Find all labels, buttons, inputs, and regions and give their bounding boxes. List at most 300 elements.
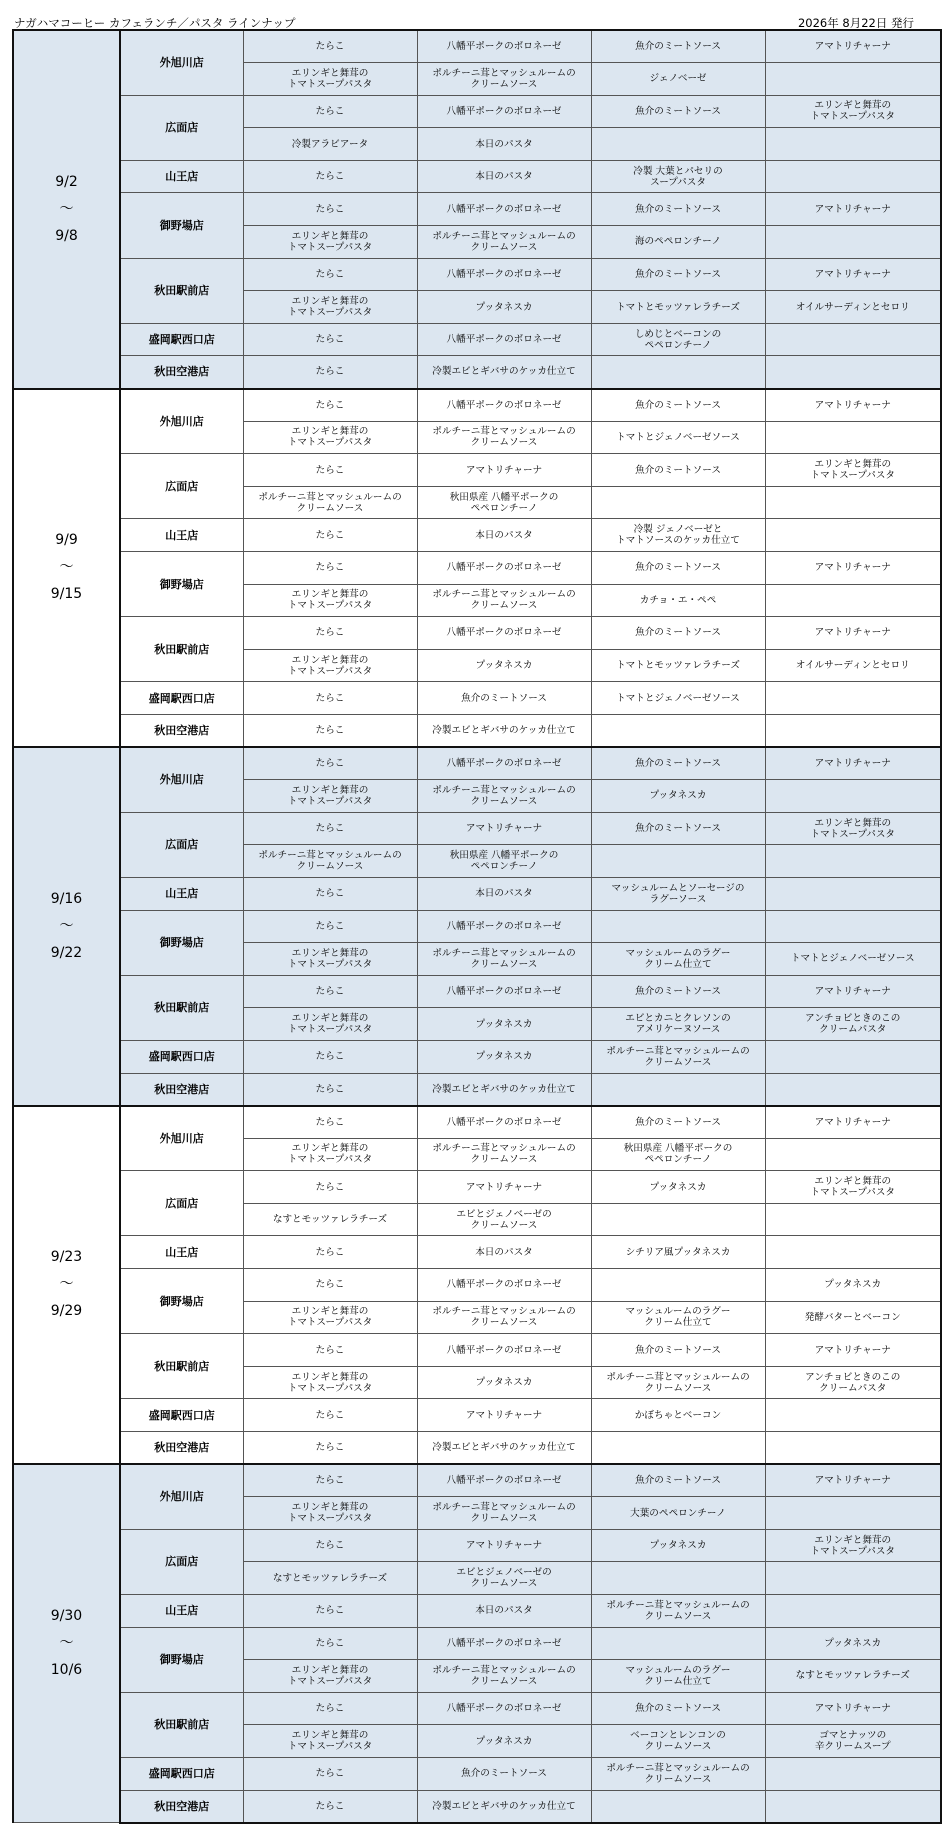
table-row — [13, 95, 941, 128]
menu-item-cell — [591, 356, 765, 389]
table-row — [13, 1757, 941, 1790]
menu-item-cell: アマトリチャーナ — [765, 1692, 941, 1725]
menu-item-cell: たらこ — [243, 519, 417, 552]
menu-item-cell — [591, 845, 765, 878]
menu-item-cell: 八幡平ポークのボロネーゼ — [417, 1106, 591, 1139]
menu-item-cell: ポルチーニ茸とマッシュルームの クリームソース — [591, 1040, 765, 1073]
menu-item-cell: ベーコンとレンコンの クリームソース — [591, 1725, 765, 1758]
store-name-cell: 秋田空港店 — [120, 356, 243, 389]
menu-item-cell: エビとジェノベーゼの クリームソース — [417, 1203, 591, 1236]
table-row — [13, 1106, 941, 1139]
menu-item-cell: エリンギと舞茸の トマトスープパスタ — [765, 1171, 941, 1204]
menu-item-cell: 本日のパスタ — [417, 1595, 591, 1628]
table-row — [13, 193, 941, 226]
menu-item-cell: なすとモッツァレラチーズ — [243, 1203, 417, 1236]
menu-item-cell: エリンギと舞茸の トマトスープパスタ — [243, 226, 417, 259]
menu-item-cell: アンチョビときのこの クリームパスタ — [765, 1366, 941, 1399]
table-row — [13, 552, 941, 585]
table-row — [13, 617, 941, 650]
menu-item-cell — [765, 714, 941, 747]
table-row — [13, 682, 941, 715]
menu-item-cell — [765, 1595, 941, 1628]
menu-item-cell: たらこ — [243, 356, 417, 389]
table-row — [13, 1627, 941, 1660]
week-range-cell: 9/2 ～ 9/8 — [13, 30, 120, 389]
menu-item-cell — [591, 1432, 765, 1465]
menu-item-cell: 海のペペロンチーノ — [591, 226, 765, 259]
menu-item-cell: 本日のパスタ — [417, 877, 591, 910]
menu-item-cell: 八幡平ポークのボロネーゼ — [417, 1627, 591, 1660]
store-name-cell: 外旭川店 — [120, 1106, 243, 1171]
menu-item-cell: 八幡平ポークのボロネーゼ — [417, 617, 591, 650]
menu-item-cell: たらこ — [243, 1334, 417, 1367]
table-row — [13, 1073, 941, 1106]
menu-item-cell: たらこ — [243, 1464, 417, 1497]
menu-item-cell: プッタネスカ — [765, 1627, 941, 1660]
menu-item-cell: アマトリチャーナ — [765, 617, 941, 650]
store-name-cell: 御野場店 — [120, 1627, 243, 1692]
store-name-cell: 山王店 — [120, 519, 243, 552]
table-row — [13, 160, 941, 193]
menu-item-cell: 冷製エビとギバサのケッカ仕立て — [417, 1073, 591, 1106]
store-name-cell: 外旭川店 — [120, 30, 243, 95]
menu-item-cell: たらこ — [243, 454, 417, 487]
menu-item-cell: エリンギと舞茸の トマトスープパスタ — [243, 584, 417, 617]
menu-item-cell: アマトリチャーナ — [765, 30, 941, 63]
table-row — [13, 714, 941, 747]
store-name-cell: 秋田駅前店 — [120, 617, 243, 682]
menu-item-cell: トマトとモッツァレラチーズ — [591, 291, 765, 324]
store-name-cell: 秋田駅前店 — [120, 258, 243, 323]
menu-item-cell: ポルチーニ茸とマッシュルームの クリームソース — [243, 845, 417, 878]
menu-item-cell: たらこ — [243, 877, 417, 910]
menu-item-cell: マッシュルームとソーセージの ラグーソース — [591, 877, 765, 910]
menu-item-cell: エビとカニとクレソンの アメリケーヌソース — [591, 1008, 765, 1041]
menu-item-cell: カチョ・エ・ペペ — [591, 584, 765, 617]
menu-item-cell: エリンギと舞茸の トマトスープパスタ — [243, 291, 417, 324]
menu-item-cell: プッタネスカ — [417, 291, 591, 324]
menu-item-cell — [591, 1073, 765, 1106]
menu-item-cell: たらこ — [243, 812, 417, 845]
menu-item-cell: ポルチーニ茸とマッシュルームの クリームソース — [591, 1595, 765, 1628]
store-name-cell: 秋田空港店 — [120, 1790, 243, 1823]
menu-item-cell: 八幡平ポークのボロネーゼ — [417, 389, 591, 422]
menu-item-cell: たらこ — [243, 1595, 417, 1628]
table-row — [13, 454, 941, 487]
store-name-cell: 秋田空港店 — [120, 714, 243, 747]
menu-item-cell: 冷製 ジェノベーゼと トマトソースのケッカ仕立て — [591, 519, 765, 552]
table-row — [13, 1334, 941, 1367]
table-row — [13, 1595, 941, 1628]
menu-item-cell: ポルチーニ茸とマッシュルームの クリームソース — [417, 1138, 591, 1171]
menu-item-cell: プッタネスカ — [417, 1040, 591, 1073]
store-name-cell: 盛岡駅西口店 — [120, 1040, 243, 1073]
pasta-lineup-body — [13, 30, 941, 1823]
menu-item-cell: アマトリチャーナ — [765, 1106, 941, 1139]
menu-item-cell — [765, 1399, 941, 1432]
menu-item-cell — [591, 486, 765, 519]
menu-item-cell: 魚介のミートソース — [591, 193, 765, 226]
menu-item-cell: エリンギと舞茸の トマトスープパスタ — [243, 1497, 417, 1530]
menu-item-cell: 魚介のミートソース — [591, 1692, 765, 1725]
menu-item-cell — [765, 584, 941, 617]
table-row — [13, 1040, 941, 1073]
menu-item-cell: 冷製エビとギバサのケッカ仕立て — [417, 356, 591, 389]
menu-item-cell: 秋田県産 八幡平ポークの ペペロンチーノ — [417, 845, 591, 878]
store-name-cell: 外旭川店 — [120, 1464, 243, 1529]
menu-item-cell: プッタネスカ — [591, 1529, 765, 1562]
menu-item-cell: プッタネスカ — [417, 1725, 591, 1758]
menu-item-cell: ポルチーニ茸とマッシュルームの クリームソース — [417, 943, 591, 976]
menu-item-cell: 魚介のミートソース — [417, 682, 591, 715]
menu-item-cell — [765, 845, 941, 878]
menu-item-cell: ポルチーニ茸とマッシュルームの クリームソース — [417, 63, 591, 96]
menu-item-cell: エリンギと舞茸の トマトスープパスタ — [243, 1725, 417, 1758]
menu-item-cell: 秋田県産 八幡平ポークの ペペロンチーノ — [591, 1138, 765, 1171]
menu-item-cell — [765, 356, 941, 389]
menu-item-cell: たらこ — [243, 1692, 417, 1725]
menu-item-cell: エリンギと舞茸の トマトスープパスタ — [765, 812, 941, 845]
menu-item-cell: たらこ — [243, 1236, 417, 1269]
menu-item-cell: プッタネスカ — [765, 1269, 941, 1302]
menu-item-cell: プッタネスカ — [417, 1366, 591, 1399]
menu-item-cell: エリンギと舞茸の トマトスープパスタ — [765, 454, 941, 487]
table-row — [13, 910, 941, 943]
menu-item-cell: アマトリチャーナ — [765, 1464, 941, 1497]
menu-item-cell: アマトリチャーナ — [765, 193, 941, 226]
menu-item-cell: たらこ — [243, 1790, 417, 1823]
menu-item-cell: 八幡平ポークのボロネーゼ — [417, 30, 591, 63]
menu-item-cell: 八幡平ポークのボロネーゼ — [417, 1464, 591, 1497]
menu-item-cell: アマトリチャーナ — [417, 1171, 591, 1204]
menu-item-cell: ポルチーニ茸とマッシュルームの クリームソース — [417, 421, 591, 454]
menu-item-cell: ポルチーニ茸とマッシュルームの クリームソース — [591, 1757, 765, 1790]
menu-item-cell: たらこ — [243, 258, 417, 291]
menu-item-cell: たらこ — [243, 1171, 417, 1204]
menu-item-cell — [765, 128, 941, 161]
menu-item-cell: エリンギと舞茸の トマトスープパスタ — [243, 1660, 417, 1693]
menu-item-cell: ポルチーニ茸とマッシュルームの クリームソース — [417, 226, 591, 259]
menu-item-cell: 八幡平ポークのボロネーゼ — [417, 323, 591, 356]
menu-item-cell: たらこ — [243, 1627, 417, 1660]
week-range-cell: 9/23 ～ 9/29 — [13, 1106, 120, 1465]
menu-item-cell: しめじとベーコンの ペペロンチーノ — [591, 323, 765, 356]
menu-item-cell — [765, 1073, 941, 1106]
table-row — [13, 258, 941, 291]
menu-item-cell: エリンギと舞茸の トマトスープパスタ — [243, 63, 417, 96]
menu-item-cell: エビとジェノベーゼの クリームソース — [417, 1562, 591, 1595]
menu-item-cell — [591, 910, 765, 943]
menu-item-cell: 本日のパスタ — [417, 128, 591, 161]
menu-item-cell — [591, 128, 765, 161]
store-name-cell: 広面店 — [120, 95, 243, 160]
store-name-cell: 山王店 — [120, 1236, 243, 1269]
menu-item-cell: たらこ — [243, 552, 417, 585]
menu-item-cell: マッシュルームのラグー クリーム仕立て — [591, 943, 765, 976]
week-range-cell: 9/30 ～ 10/6 — [13, 1464, 120, 1823]
menu-item-cell: マッシュルームのラグー クリーム仕立て — [591, 1660, 765, 1693]
menu-item-cell: たらこ — [243, 30, 417, 63]
table-row — [13, 519, 941, 552]
menu-item-cell: エリンギと舞茸の トマトスープパスタ — [765, 95, 941, 128]
menu-item-cell: シチリア風プッタネスカ — [591, 1236, 765, 1269]
menu-item-cell: 魚介のミートソース — [591, 812, 765, 845]
menu-item-cell — [765, 1497, 941, 1530]
menu-item-cell: ポルチーニ茸とマッシュルームの クリームソース — [417, 584, 591, 617]
menu-item-cell — [765, 486, 941, 519]
menu-item-cell: アマトリチャーナ — [417, 1399, 591, 1432]
menu-item-cell — [765, 226, 941, 259]
menu-item-cell: たらこ — [243, 389, 417, 422]
store-name-cell: 広面店 — [120, 454, 243, 519]
table-row — [13, 1529, 941, 1562]
menu-item-cell: 八幡平ポークのボロネーゼ — [417, 95, 591, 128]
store-name-cell: 秋田駅前店 — [120, 975, 243, 1040]
menu-item-cell: オイルサーディンとセロリ — [765, 649, 941, 682]
menu-item-cell: ポルチーニ茸とマッシュルームの クリームソース — [417, 1660, 591, 1693]
menu-item-cell: ポルチーニ茸とマッシュルームの クリームソース — [417, 780, 591, 813]
table-row — [13, 1464, 941, 1497]
menu-item-cell: たらこ — [243, 193, 417, 226]
table-row — [13, 1692, 941, 1725]
menu-item-cell: プッタネスカ — [591, 780, 765, 813]
store-name-cell: 盛岡駅西口店 — [120, 1757, 243, 1790]
week-range-cell: 9/16 ～ 9/22 — [13, 747, 120, 1106]
menu-item-cell: 魚介のミートソース — [591, 1334, 765, 1367]
store-name-cell: 山王店 — [120, 1595, 243, 1628]
store-name-cell: 秋田駅前店 — [120, 1334, 243, 1399]
store-name-cell: 秋田空港店 — [120, 1432, 243, 1465]
menu-item-cell: アマトリチャーナ — [765, 258, 941, 291]
table-row — [13, 323, 941, 356]
menu-item-cell: エリンギと舞茸の トマトスープパスタ — [243, 1138, 417, 1171]
menu-item-cell: かぼちゃとベーコン — [591, 1399, 765, 1432]
store-name-cell: 盛岡駅西口店 — [120, 1399, 243, 1432]
menu-item-cell: 秋田県産 八幡平ポークの ペペロンチーノ — [417, 486, 591, 519]
document-title: ナガハマコーヒー カフェランチ／パスタ ラインナップ — [14, 16, 296, 30]
menu-item-cell — [765, 421, 941, 454]
menu-item-cell: 魚介のミートソース — [591, 1464, 765, 1497]
menu-item-cell: エリンギと舞茸の トマトスープパスタ — [243, 421, 417, 454]
table-row — [13, 1236, 941, 1269]
table-row — [13, 877, 941, 910]
store-name-cell: 広面店 — [120, 1171, 243, 1236]
menu-item-cell: エリンギと舞茸の トマトスープパスタ — [243, 1008, 417, 1041]
issue-date: 2026年 8月22日 発行 — [797, 16, 914, 30]
menu-item-cell: アマトリチャーナ — [417, 454, 591, 487]
store-name-cell: 山王店 — [120, 160, 243, 193]
menu-item-cell: たらこ — [243, 1432, 417, 1465]
menu-item-cell: 魚介のミートソース — [591, 454, 765, 487]
menu-item-cell: たらこ — [243, 1073, 417, 1106]
menu-item-cell: エリンギと舞茸の トマトスープパスタ — [243, 1301, 417, 1334]
menu-item-cell: 魚介のミートソース — [591, 258, 765, 291]
menu-item-cell: 本日のパスタ — [417, 160, 591, 193]
menu-item-cell: 冷製 大葉とパセリの スープパスタ — [591, 160, 765, 193]
menu-item-cell: ポルチーニ茸とマッシュルームの クリームソース — [243, 486, 417, 519]
menu-item-cell: エリンギと舞茸の トマトスープパスタ — [765, 1529, 941, 1562]
menu-item-cell: 魚介のミートソース — [591, 617, 765, 650]
menu-item-cell: たらこ — [243, 617, 417, 650]
menu-item-cell — [591, 1627, 765, 1660]
table-row — [13, 812, 941, 845]
menu-item-cell: マッシュルームのラグー クリーム仕立て — [591, 1301, 765, 1334]
menu-item-cell: 本日のパスタ — [417, 1236, 591, 1269]
menu-item-cell: 魚介のミートソース — [591, 389, 765, 422]
menu-item-cell: たらこ — [243, 1269, 417, 1302]
menu-item-cell: アンチョビときのこの クリームパスタ — [765, 1008, 941, 1041]
menu-item-cell: トマトとジェノベーゼソース — [591, 421, 765, 454]
store-name-cell: 広面店 — [120, 812, 243, 877]
menu-item-cell — [591, 1562, 765, 1595]
menu-item-cell: 八幡平ポークのボロネーゼ — [417, 552, 591, 585]
menu-item-cell: 魚介のミートソース — [591, 975, 765, 1008]
menu-item-cell: 八幡平ポークのボロネーゼ — [417, 975, 591, 1008]
menu-item-cell: 発酵バターとベーコン — [765, 1301, 941, 1334]
store-name-cell: 広面店 — [120, 1529, 243, 1594]
menu-item-cell: オイルサーディンとセロリ — [765, 291, 941, 324]
menu-item-cell: エリンギと舞茸の トマトスープパスタ — [243, 780, 417, 813]
menu-item-cell: エリンギと舞茸の トマトスープパスタ — [243, 943, 417, 976]
store-name-cell: 盛岡駅西口店 — [120, 682, 243, 715]
menu-item-cell: エリンギと舞茸の トマトスープパスタ — [243, 1366, 417, 1399]
menu-item-cell: たらこ — [243, 975, 417, 1008]
menu-item-cell: ゴマとナッツの 辛クリームスープ — [765, 1725, 941, 1758]
menu-item-cell: ポルチーニ茸とマッシュルームの クリームソース — [591, 1366, 765, 1399]
menu-item-cell: エリンギと舞茸の トマトスープパスタ — [243, 649, 417, 682]
menu-item-cell — [765, 1562, 941, 1595]
store-name-cell: 外旭川店 — [120, 389, 243, 454]
menu-item-cell: プッタネスカ — [417, 649, 591, 682]
store-name-cell: 盛岡駅西口店 — [120, 323, 243, 356]
store-name-cell: 御野場店 — [120, 552, 243, 617]
menu-item-cell: 本日のパスタ — [417, 519, 591, 552]
menu-item-cell: たらこ — [243, 1106, 417, 1139]
menu-item-cell — [591, 1269, 765, 1302]
menu-item-cell: トマトとジェノベーゼソース — [765, 943, 941, 976]
menu-item-cell: 魚介のミートソース — [591, 30, 765, 63]
menu-item-cell: たらこ — [243, 1040, 417, 1073]
menu-item-cell: 八幡平ポークのボロネーゼ — [417, 1692, 591, 1725]
menu-item-cell: 八幡平ポークのボロネーゼ — [417, 747, 591, 780]
menu-item-cell — [765, 160, 941, 193]
table-row — [13, 389, 941, 422]
menu-item-cell: 八幡平ポークのボロネーゼ — [417, 258, 591, 291]
table-row — [13, 1399, 941, 1432]
menu-item-cell — [765, 780, 941, 813]
menu-item-cell: たらこ — [243, 323, 417, 356]
menu-item-cell: 冷製エビとギバサのケッカ仕立て — [417, 714, 591, 747]
store-name-cell: 山王店 — [120, 877, 243, 910]
menu-item-cell: たらこ — [243, 682, 417, 715]
table-row — [13, 30, 941, 63]
menu-item-cell — [765, 910, 941, 943]
menu-item-cell: アマトリチャーナ — [765, 975, 941, 1008]
menu-item-cell: たらこ — [243, 1529, 417, 1562]
menu-item-cell — [765, 1203, 941, 1236]
menu-item-cell: アマトリチャーナ — [765, 1334, 941, 1367]
store-name-cell: 外旭川店 — [120, 747, 243, 812]
menu-item-cell: 魚介のミートソース — [591, 95, 765, 128]
document-header — [0, 0, 950, 29]
menu-item-cell: 八幡平ポークのボロネーゼ — [417, 193, 591, 226]
menu-item-cell — [591, 714, 765, 747]
menu-item-cell: プッタネスカ — [591, 1171, 765, 1204]
menu-item-cell: 魚介のミートソース — [591, 1106, 765, 1139]
menu-item-cell — [765, 1432, 941, 1465]
menu-item-cell: ポルチーニ茸とマッシュルームの クリームソース — [417, 1301, 591, 1334]
menu-item-cell: プッタネスカ — [417, 1008, 591, 1041]
menu-item-cell: 八幡平ポークのボロネーゼ — [417, 910, 591, 943]
menu-item-cell: たらこ — [243, 160, 417, 193]
store-name-cell: 御野場店 — [120, 1269, 243, 1334]
menu-item-cell: たらこ — [243, 1399, 417, 1432]
menu-item-cell: トマトとジェノベーゼソース — [591, 682, 765, 715]
menu-item-cell: たらこ — [243, 1757, 417, 1790]
menu-item-cell: トマトとモッツァレラチーズ — [591, 649, 765, 682]
menu-item-cell: アマトリチャーナ — [765, 552, 941, 585]
menu-item-cell: 魚介のミートソース — [417, 1757, 591, 1790]
menu-item-cell — [765, 323, 941, 356]
menu-item-cell — [765, 63, 941, 96]
table-row — [13, 975, 941, 1008]
menu-item-cell: 魚介のミートソース — [591, 747, 765, 780]
week-range-cell: 9/9 ～ 9/15 — [13, 389, 120, 748]
menu-item-cell: たらこ — [243, 95, 417, 128]
menu-item-cell — [765, 519, 941, 552]
store-name-cell: 秋田空港店 — [120, 1073, 243, 1106]
menu-item-cell: アマトリチャーナ — [417, 812, 591, 845]
menu-item-cell — [765, 1138, 941, 1171]
table-row — [13, 1432, 941, 1465]
menu-item-cell — [765, 682, 941, 715]
menu-item-cell: 冷製エビとギバサのケッカ仕立て — [417, 1432, 591, 1465]
menu-item-cell: 八幡平ポークのボロネーゼ — [417, 1269, 591, 1302]
table-row — [13, 747, 941, 780]
store-name-cell: 秋田駅前店 — [120, 1692, 243, 1757]
menu-item-cell — [591, 1790, 765, 1823]
table-row — [13, 1171, 941, 1204]
menu-item-cell: 冷製エビとギバサのケッカ仕立て — [417, 1790, 591, 1823]
table-row — [13, 356, 941, 389]
menu-item-cell — [765, 1040, 941, 1073]
menu-item-cell: 八幡平ポークのボロネーゼ — [417, 1334, 591, 1367]
table-row — [13, 1790, 941, 1823]
menu-item-cell: たらこ — [243, 910, 417, 943]
store-name-cell: 御野場店 — [120, 910, 243, 975]
menu-item-cell: たらこ — [243, 714, 417, 747]
menu-item-cell — [591, 1203, 765, 1236]
menu-item-cell: 魚介のミートソース — [591, 552, 765, 585]
menu-item-cell — [765, 1790, 941, 1823]
table-row — [13, 1269, 941, 1302]
menu-item-cell: アマトリチャーナ — [765, 389, 941, 422]
menu-item-cell: アマトリチャーナ — [765, 747, 941, 780]
menu-item-cell: たらこ — [243, 747, 417, 780]
menu-item-cell: ポルチーニ茸とマッシュルームの クリームソース — [417, 1497, 591, 1530]
menu-item-cell: アマトリチャーナ — [417, 1529, 591, 1562]
menu-item-cell: 大葉のペペロンチーノ — [591, 1497, 765, 1530]
menu-item-cell — [765, 877, 941, 910]
menu-item-cell — [765, 1757, 941, 1790]
menu-item-cell: なすとモッツァレラチーズ — [243, 1562, 417, 1595]
pasta-lineup-table — [12, 29, 942, 1824]
store-name-cell: 御野場店 — [120, 193, 243, 258]
menu-item-cell: 冷製アラビアータ — [243, 128, 417, 161]
menu-item-cell: ジェノベーゼ — [591, 63, 765, 96]
menu-item-cell — [765, 1236, 941, 1269]
menu-item-cell: なすとモッツァレラチーズ — [765, 1660, 941, 1693]
